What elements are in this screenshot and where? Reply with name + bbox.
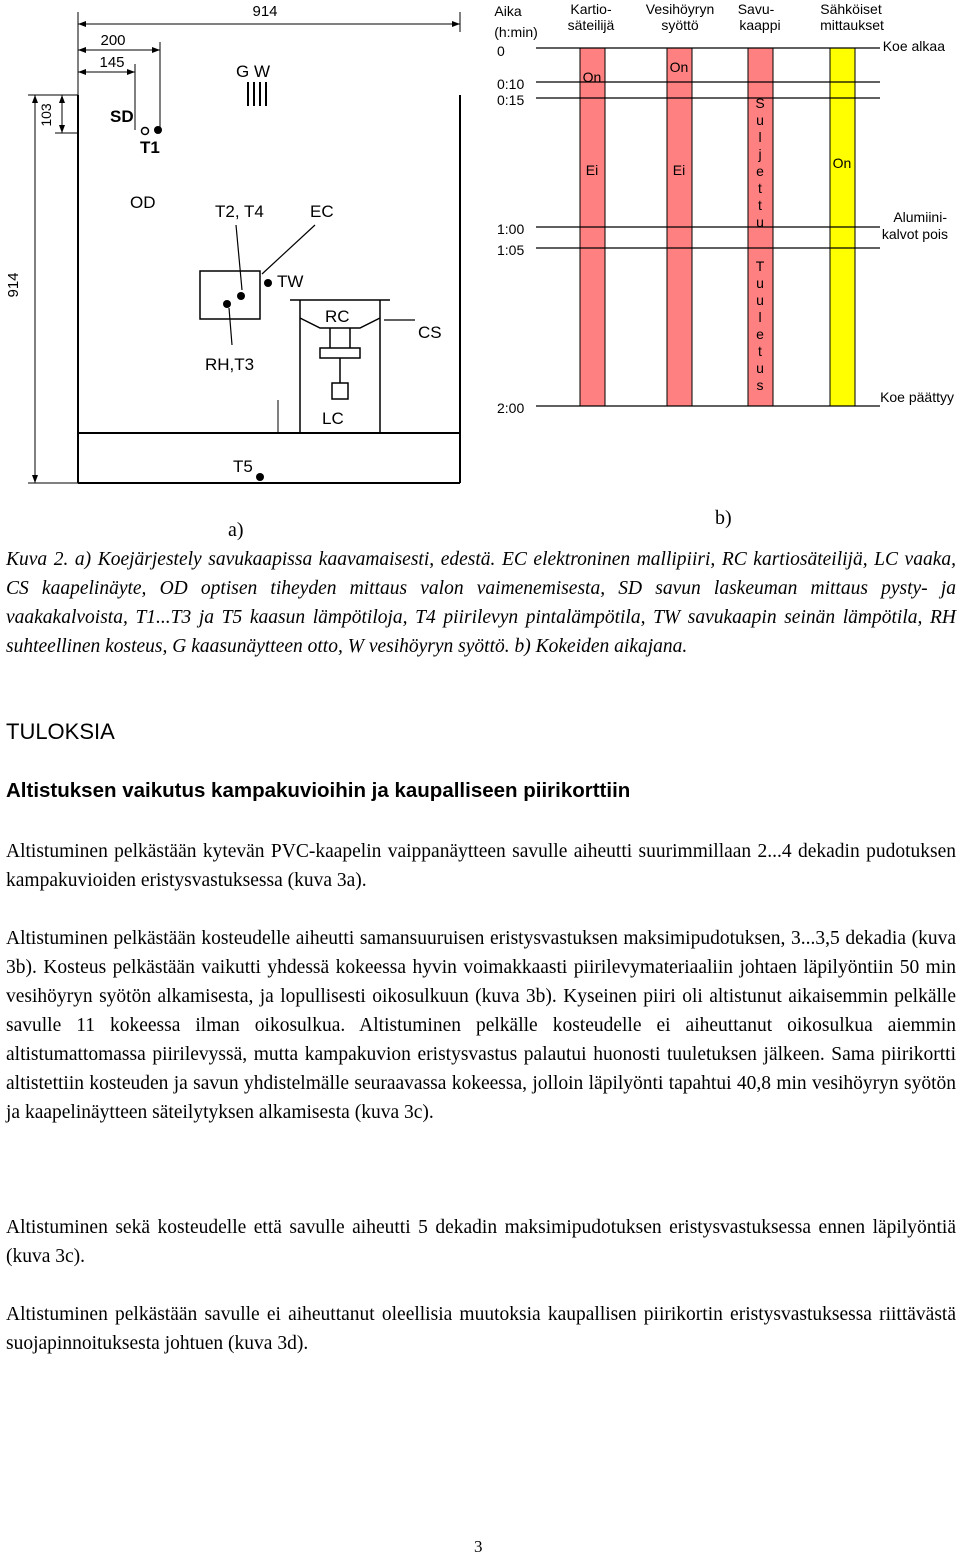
header-savu-2: kaappi bbox=[739, 17, 781, 33]
dimension-lines bbox=[28, 12, 460, 483]
time-0: 0 bbox=[497, 43, 505, 59]
dim-914-left: 914 bbox=[5, 272, 22, 298]
experiment-figure bbox=[0, 0, 960, 520]
koe-paattyy: Koe päättyy bbox=[880, 389, 954, 405]
figure-b-label: b) bbox=[715, 507, 732, 529]
tuul-char: u bbox=[756, 292, 764, 308]
tuul-char: u bbox=[756, 275, 764, 291]
dim-914-top: 914 bbox=[252, 3, 278, 20]
label-rht3: RH,T3 bbox=[205, 355, 255, 374]
label-tw: TW bbox=[277, 272, 304, 291]
label-t1: T1 bbox=[140, 138, 160, 157]
sulj-char: t bbox=[758, 197, 762, 213]
sulj-char: l bbox=[758, 129, 762, 145]
koe-alkaa: Koe alkaa bbox=[882, 38, 945, 54]
header-aika: Aika bbox=[494, 3, 522, 19]
header-sahko-2: mittaukset bbox=[820, 17, 884, 33]
header-aika-unit: (h:min) bbox=[494, 24, 538, 40]
tuul-char: t bbox=[758, 343, 762, 359]
tuul-char: e bbox=[756, 326, 764, 342]
sahko-on: On bbox=[832, 155, 852, 171]
smoke-cabinet bbox=[78, 95, 460, 483]
tuul-char: s bbox=[756, 377, 764, 393]
paragraph-2: Altistuminen pelkästään kosteudelle aiheutti samansuuruisen eristysvastuksen maksimipudotuksen, 3...3,5 dekadia (kuva 3b). Kosteus pelkästään vaikutti yhdessä kokeessa hyvin voimakkaasti piirilevymateriaaliin johtaen läpilyöntiin 50 min vesihöyryn syötön alkamisesta, ja lopullisesti oikosulkuun (kuva 3b). Kyseinen piiri oli altistunut aikaisemmin pelkälle savulle 11 kokeessa ilman oikosulkua. Altistuminen pelkälle kosteudelle ei aiheuttanut oikosulkua aiemmin altistumattomassa piirilevyssä, mutta kampakuvion eristysvastus palautui huonosti tuuletuksen jälkeen. Sama piirikortti altistettiin kosteuden ja savun yhdistelmälle seuraavassa kokeessa, jolloin läpilyönti tapahtui 40,8 min vesihöyryn syötön ja kaapelinäytteen säteilytyksen alkamisesta (kuva 3c). bbox=[6, 928, 956, 1123]
label-t5: T5 bbox=[233, 457, 253, 476]
header-vesi: Vesihöyryn bbox=[645, 1, 715, 17]
time-0-15: 0:15 bbox=[497, 92, 525, 108]
sulj-char: t bbox=[758, 180, 762, 196]
gw-pipes bbox=[248, 82, 266, 106]
time-2-00: 2:00 bbox=[497, 400, 525, 416]
sensor-dots bbox=[142, 126, 273, 481]
figure-a-label: a) bbox=[228, 519, 244, 541]
label-lc: LC bbox=[322, 409, 344, 428]
time-0-10: 0:10 bbox=[497, 76, 525, 92]
sulj-char: S bbox=[755, 95, 765, 111]
label-pointers bbox=[229, 225, 415, 345]
paragraph-4: Altistuminen pelkästään savulle ei aiheuttanut oleellisia muutoksia kaupallisen piirikortin eristysvastuksessa riittävästä suojapinnoituksesta johtuen (kuva 3d). bbox=[6, 1304, 956, 1354]
label-rc: RC bbox=[325, 307, 350, 326]
label-t2t4: T2, T4 bbox=[215, 202, 264, 221]
tuul-vertical-text bbox=[756, 258, 765, 393]
dim-145: 145 bbox=[99, 54, 125, 71]
header-kartio-2: säteilijä bbox=[567, 17, 615, 33]
label-od: OD bbox=[130, 193, 156, 212]
vesi-on: On bbox=[669, 59, 689, 75]
label-ec: EC bbox=[310, 202, 334, 221]
header-kartio: Kartio- bbox=[570, 1, 612, 17]
dim-200: 200 bbox=[100, 32, 126, 49]
figure-caption: Kuva 2. a) Koejärjestely savukaapissa kaavamaisesti, edestä. EC elektroninen mallipiiri, RC kartiosäteilijä, LC vaaka, CS kaapelinäyte, OD optisen tiheyden mittaus valon vaimenemisesta, SD savun laskeuman mittaus pysty- ja vaakakalvoista, T1...T3 ja T5 kaasun lämpötiloja, T4 piirilevyn pintalämpötila, TW savukaapin seinän lämpötila, RH suhteellinen kosteus, G kaasunäytteen otto, W vesihöyryn syöttö. b) Kokeiden aikajana. bbox=[6, 549, 956, 657]
sulj-char: j bbox=[758, 146, 762, 162]
time-1-05: 1:05 bbox=[497, 242, 525, 258]
header-vesi-2: syöttö bbox=[661, 17, 699, 33]
sulj-char: u bbox=[756, 214, 764, 230]
alumiini-1: Alumiini- bbox=[893, 209, 947, 225]
kartio-ei: Ei bbox=[585, 162, 599, 178]
dim-103: 103 bbox=[38, 103, 54, 127]
kartio-on: On bbox=[582, 69, 602, 85]
alumiini-2: kalvot pois bbox=[881, 226, 948, 242]
label-gw: G W bbox=[236, 62, 270, 81]
paragraph-3: Altistuminen sekä kosteudelle että savulle aiheutti 5 dekadin maksimipudotuksen eristysvastuksessa ennen läpilyöntiä (kuva 3c). bbox=[6, 1217, 956, 1267]
section-heading: TULOKSIA bbox=[6, 719, 115, 744]
tuul-char: l bbox=[758, 309, 762, 325]
page-number: 3 bbox=[474, 1537, 483, 1556]
sulj-char: u bbox=[756, 112, 764, 128]
header-savu: Savu- bbox=[737, 1, 775, 17]
vesi-ei: Ei bbox=[672, 162, 686, 178]
header-sahko: Sähköiset bbox=[820, 1, 882, 17]
paragraph-1: Altistuminen pelkästään kytevän PVC-kaapelin vaippanäytteen savulle aiheutti suurimmillaan 2...4 dekadin pudotuksen kampakuvioiden eristysvastuksessa (kuva 3a). bbox=[6, 841, 956, 891]
label-sd: SD bbox=[110, 107, 134, 126]
label-cs: CS bbox=[418, 323, 442, 342]
tuul-char: u bbox=[756, 360, 764, 376]
tuul-char: T bbox=[755, 258, 765, 274]
dimension-arrows bbox=[32, 21, 460, 483]
time-1-00: 1:00 bbox=[497, 221, 525, 237]
subsection-heading: Altistuksen vaikutus kampakuvioihin ja kaupalliseen piirikorttiin bbox=[6, 779, 631, 802]
sulj-char: e bbox=[756, 163, 764, 179]
